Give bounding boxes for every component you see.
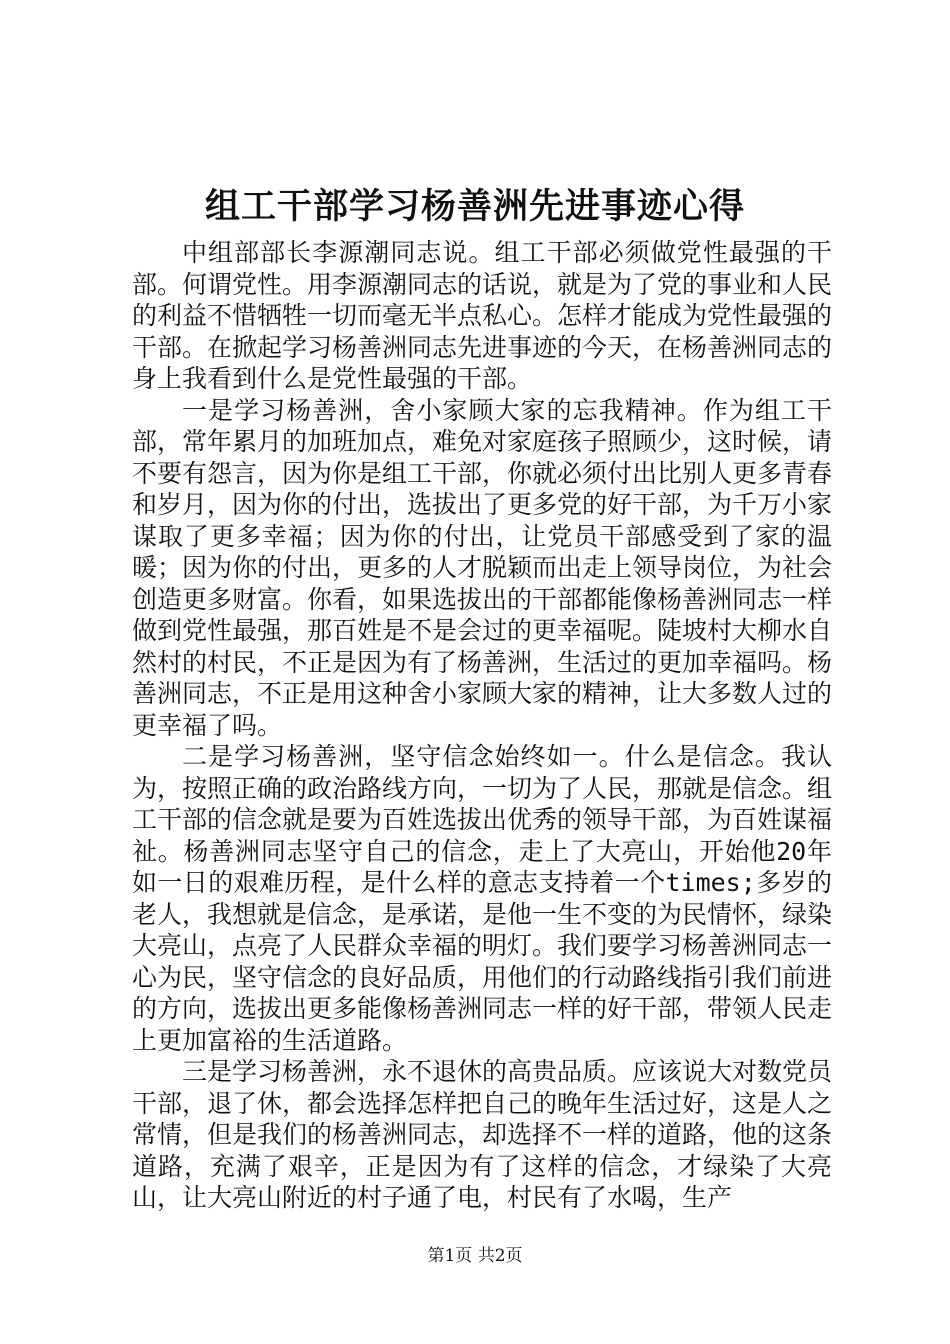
paragraph-point-one: 一是学习杨善洲，舍小家顾大家的忘我精神。作为组工干部，常年累月的加班加点，难免对家庭孩子照顾少，这时候，请不要有怨言，因为你是组工干部，你就必须付出比别人更多青春和岁月，因为你的付出，选拔出了更多党的好干部，为千万小家谋取了更多幸福；因为你的付出，让党员干部感受到了家的温暖；因为你的付出，更多的人才脱颖而出走上领导岗位，为社会创造更多财富。你看，如果选拔出的干部都能像杨善洲同志一样做到党性最强，那百姓是不是会过的更幸福呢。陡坡村大柳水自然村的村民，不正是因为有了杨善洲，生活过的更加幸福吗。杨善洲同志，不正是用这种舍小家顾大家的精神，让大多数人过的更幸福了吗。 bbox=[132, 395, 833, 740]
paragraph-point-two: 二是学习杨善洲，坚守信念始终如一。什么是信念。我认为，按照正确的政治路线方向，一切为了人民，那就是信念。组工干部的信念就是要为百姓选拔出优秀的领导干部，为百姓谋福祉。杨善洲同志坚守自己的信念，走上了大亮山，开始他20年如一日的艰难历程，是什么样的意志支持着一个times;多岁的老人，我想就是信念，是承诺，是他一生不变的为民情怀，绿染大亮山，点亮了人民群众幸福的明灯。我们要学习杨善洲同志一心为民，坚守信念的良好品质，用他们的行动路线指引我们前进的方向，选拔出更多能像杨善洲同志一样的好干部，带领人民走上更加富裕的生活道路。 bbox=[132, 742, 833, 1055]
page-footer: 第1页 共2页 bbox=[427, 1246, 523, 1266]
document-title: 组工干部学习杨善洲先进事迹心得 bbox=[204, 186, 745, 227]
paragraph-intro: 中组部部长李源潮同志说。组工干部必须做党性最强的干部。何谓党性。用李源潮同志的话说，就是为了党的事业和人民的利益不惜牺牲一切而毫无半点私心。怎样才能成为党性最强的干部。在掀起学习杨善洲同志先进事迹的今天，在杨善洲同志的身上我看到什么是党性最强的干部。 bbox=[132, 238, 833, 393]
paragraph-point-three: 三是学习杨善洲，永不退休的高贵品质。应该说大对数党员干部，退了休，都会选择怎样把自己的晚年生活过好，这是人之常情，但是我们的杨善洲同志，却选择不一样的道路，他的这条道路，充满了艰辛，正是因为有了这样的信念，才绿染了大亮山，让大亮山附近的村子通了电，村民有了水喝，生产 bbox=[132, 1057, 833, 1212]
document-body bbox=[132, 237, 832, 1214]
